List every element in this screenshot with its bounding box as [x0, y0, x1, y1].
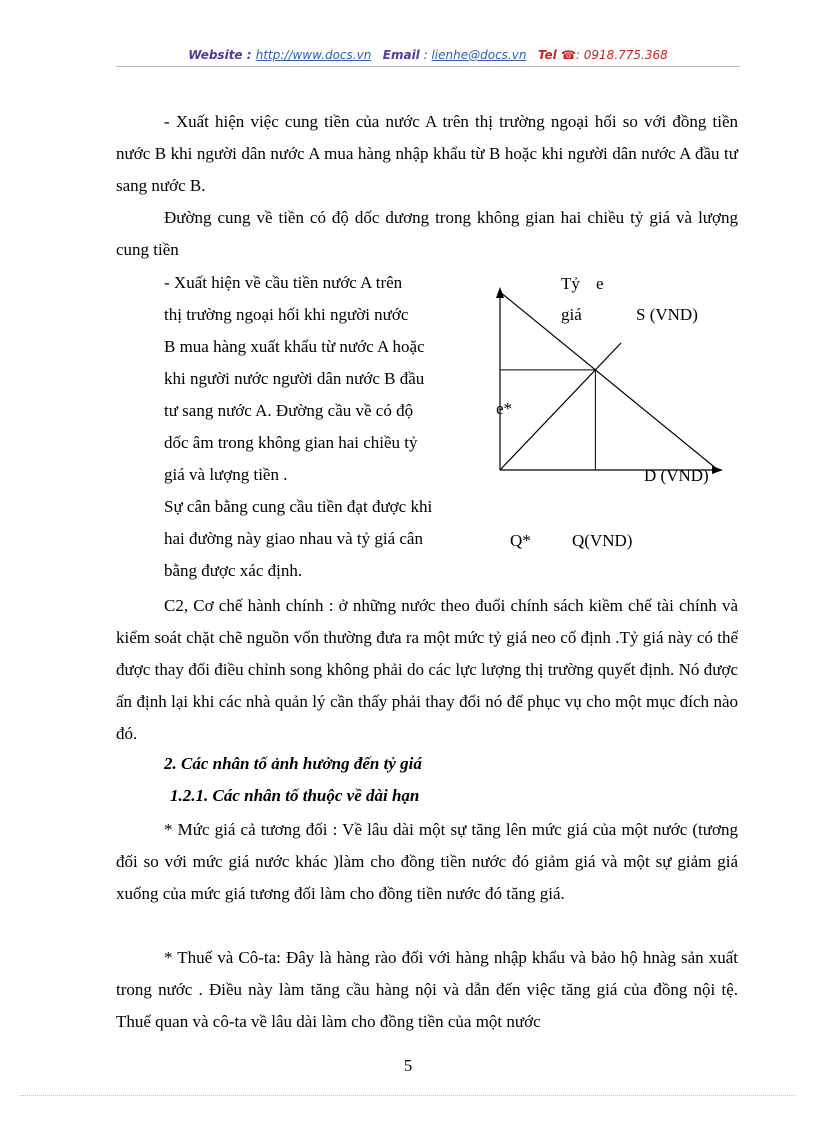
subsection-heading: 1.2.1. Các nhân tố thuộc về dài hạn: [170, 786, 420, 805]
demand-label: D (VND): [644, 466, 709, 485]
x-axis-label: Q(VND): [572, 531, 633, 550]
text-line: - Xuất hiện về cầu tiền nước A trên: [164, 273, 403, 292]
tel-label: Tel ☎: [537, 48, 576, 62]
section-heading: 2. Các nhân tố ảnh hưởng đến tỷ giá: [164, 754, 422, 773]
header-divider: [116, 66, 740, 67]
paragraph-money-supply: - Xuất hiện việc cung tiền của nước A trên thị trường ngoại hối so với đồng tiền nước B khi người dân nước A mua hàng nhập khẩu từ B hoặc khi người dân nước A đầu tư sang nước B.: [116, 112, 738, 195]
text-line: bằng được xác định.: [164, 561, 303, 580]
text-line: tư sang nước A. Đường cầu về có độ: [164, 401, 414, 420]
y-axis-label-gia: giá: [561, 305, 582, 324]
text-line: Sự cân bằng cung cầu tiền đạt được khi: [164, 497, 433, 516]
text-line: hai đường này giao nhau và tỷ giá cân: [164, 529, 423, 548]
email-link[interactable]: lienhe@docs.vn: [431, 48, 527, 62]
text-line: giá và lượng tiền .: [164, 465, 288, 484]
paragraph-supply-curve: Đường cung về tiền có độ dốc dương trong không gian hai chiều tỷ giá và lượng cung tiền: [116, 208, 738, 259]
page-header: [116, 48, 740, 62]
e-star-label: e*: [496, 399, 513, 418]
page-number: 5: [403, 1056, 413, 1075]
tel-number: : 0918.775.368: [575, 48, 668, 62]
website-link[interactable]: http://www.docs.vn: [255, 48, 372, 62]
email-separator: :: [419, 48, 432, 62]
website-label: Website :: [188, 48, 256, 62]
text-line: khi người nước người dân nước B đầu: [164, 369, 425, 388]
email-label: Email: [382, 48, 420, 62]
text-line: dốc âm trong không gian hai chiều tỷ: [164, 433, 418, 452]
footer-divider: [20, 1095, 796, 1096]
supply-curve: [500, 343, 621, 470]
y-axis-label-ty: Tỷ: [561, 274, 580, 293]
supply-demand-chart: [440, 270, 740, 570]
supply-label: S (VND): [636, 305, 698, 324]
paragraph-tariffs-quotas: * Thuế và Cô-ta: Đây là hàng rào đối với hàng nhập khẩu và bảo hộ hnàg sản xuất trong nước . Điều này làm tăng cầu hàng nội và dẫn đến việc tăng giá của đồng nội tệ. Thuế quan và cô-ta về lâu dài làm cho đồng tiền của một nước: [116, 948, 738, 1031]
text-line: B mua hàng xuất khẩu từ nước A hoặc: [164, 337, 425, 356]
q-star-label: Q*: [510, 531, 531, 550]
paragraph-administrative-mechanism: C2, Cơ chế hành chính : ở những nước theo đuổi chính sách kiềm chế tài chính và kiểm soát chặt chẽ nguồn vốn thường đưa ra một mức tỷ giá neo cố định .Tỷ giá này có thể được thay đổi điều chỉnh song không phải do các lực lượng thị trường quyết định. Nó được ấn định lại khi các nhà quản lý cần thấy phải thay đổi nó để phục vụ cho một mục đích nào đó.: [116, 596, 738, 743]
y-axis-symbol-e: e: [596, 274, 604, 293]
text-line: thị trường ngoại hối khi người nước: [164, 305, 409, 324]
paragraph-relative-price: * Mức giá cả tương đối : Về lâu dài một sự tăng lên mức giá của một nước (tương đối so với mức giá nước khác )làm cho đồng tiền nước đó giảm giá và một sự giảm giá xuống của mức giá tương đối làm cho đồng tiền nước đó tăng giá.: [116, 820, 738, 903]
